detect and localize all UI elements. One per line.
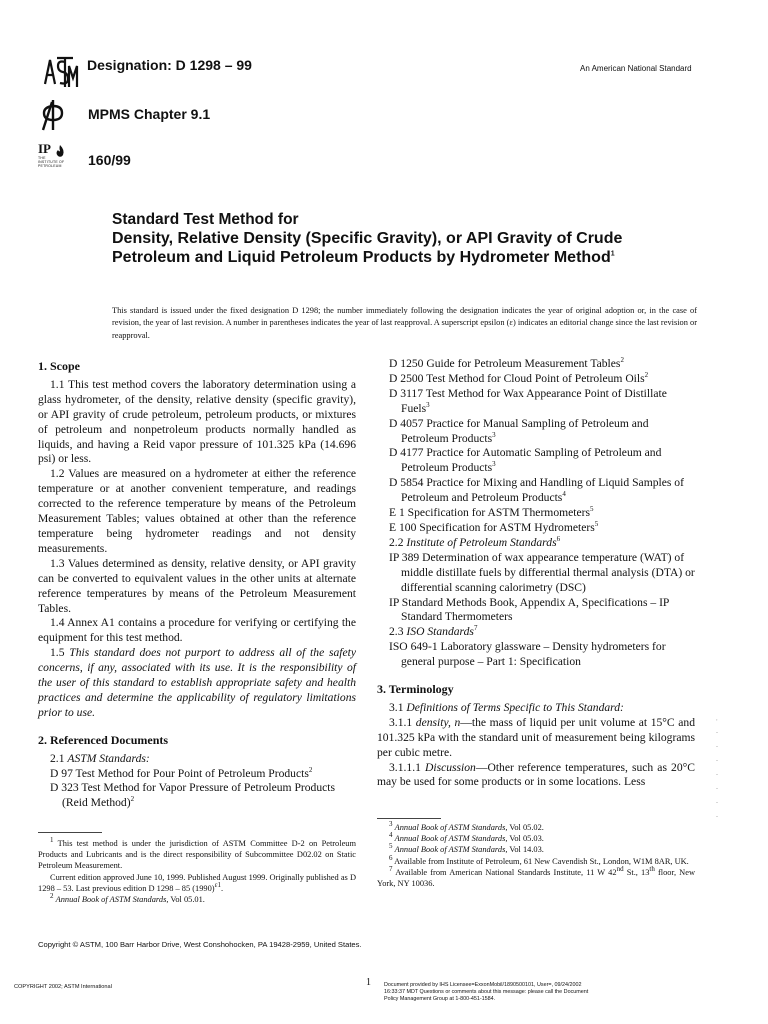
ip-standards-num: 2.2 xyxy=(389,535,404,549)
term-3-1-1-1-num: 3.1.1.1 xyxy=(389,760,421,774)
footnote-2-mark: 2 xyxy=(50,892,54,901)
footnote-7 xyxy=(377,867,695,889)
copyright-ihs: COPYRIGHT 2002; ASTM International xyxy=(14,984,112,990)
footnote-7-sup-2: th xyxy=(649,865,655,874)
ref-d4177 xyxy=(389,446,695,476)
term-discussion: Discussion xyxy=(424,760,476,774)
ref-e100-text: E 100 Specification for ASTM Hydrometers xyxy=(389,520,595,534)
ref-d4057-text: D 4057 Practice for Manual Sampling of Petroleum and Petroleum Products xyxy=(389,416,649,445)
footnote-rule-left xyxy=(38,832,102,833)
ref-d97-sup: 2 xyxy=(308,765,313,774)
term-density: density, n xyxy=(415,715,461,729)
margin-mark: - xyxy=(716,814,718,820)
right-column xyxy=(377,357,695,790)
scope-1-5-num: 1.5 xyxy=(50,646,65,660)
footnote-5-text: Annual Book of ASTM Standards xyxy=(394,845,506,855)
ref-d97-text: D 97 Test Method for Pour Point of Petroleum Products xyxy=(50,766,309,780)
footnote-7-sup-1: nd xyxy=(616,865,624,874)
scope-1-4: 1.4 Annex A1 contains a procedure for verifying or certifying the equipment for this test method. xyxy=(38,616,356,645)
footnote-1b xyxy=(38,872,356,894)
term-3-1-1-text: —the mass of liquid per unit volume at 15°C and 101.325 kPa with the standard unit of measurement being kilograms per cubic metre. xyxy=(377,715,696,759)
astm-standards-num: 2.1 xyxy=(50,751,65,765)
ip-standards-label xyxy=(389,536,695,551)
copyright-line: Copyright © ASTM, 100 Barr Harbor Drive, West Conshohocken, PA 19428-2959, United States. xyxy=(38,940,362,949)
designation: Designation: D 1298 – 99 xyxy=(87,57,252,73)
iso-standards-sup: 7 xyxy=(473,624,478,633)
footnote-3-end: , Vol 05.02. xyxy=(505,823,544,832)
footnote-6 xyxy=(377,853,695,867)
left-column xyxy=(38,359,356,811)
footnote-5 xyxy=(377,844,695,855)
margin-mark: - xyxy=(716,758,718,764)
footnote-1b-end: . xyxy=(221,883,224,893)
title-main: Density, Relative Density (Specific Gravity), or API Gravity of Crude Petroleum and Liquid Petroleum Products by Hydrometer Method xyxy=(112,230,623,266)
footnote-3 xyxy=(377,822,695,833)
term-3-1-1-1 xyxy=(377,761,695,791)
term-3-1-1-1-text: —Other reference temperatures, such as 20°C may be used for some products or in some locations. Less xyxy=(377,760,695,789)
footnote-7-mark: 7 xyxy=(389,865,393,874)
footnote-1-text: This test method is under the jurisdiction of ASTM Committee D-2 on Petroleum Products and Lubricants and is the direct responsibility of Subcommittee D02.02 on Static Petroleum Measurement. xyxy=(38,839,356,871)
title-line-2 xyxy=(112,229,632,267)
ref-ip-book: IP Standard Methods Book, Appendix A, Specifications – IP Standard Thermometers xyxy=(389,595,669,624)
title-line-1: Standard Test Method for xyxy=(112,211,299,228)
footnote-6-text: Available from Institute of Petroleum, 61 New Cavendish St., London, W1M 8AR, UK. xyxy=(394,856,689,866)
page-number: 1 xyxy=(366,977,371,988)
footnote-7-text-c: floor, New York, NY 10036. xyxy=(377,867,695,889)
ref-d2500-sup: 2 xyxy=(644,371,649,380)
margin-mark: - xyxy=(716,730,718,736)
ref-d1250-text: D 1250 Guide for Petroleum Measurement Tables xyxy=(389,357,621,370)
footnote-7-text-b: St., 13 xyxy=(623,867,650,877)
footnote-2 xyxy=(38,894,356,905)
footnote-7-text-a: Available from American National Standards Institute, 11 W 42 xyxy=(395,867,617,877)
astm-standards-text: ASTM Standards: xyxy=(67,751,150,765)
footnote-5-mark: 5 xyxy=(389,842,393,851)
scope-heading: 1. Scope xyxy=(38,359,80,373)
ref-e1-text: E 1 Specification for ASTM Thermometers xyxy=(389,506,591,520)
ref-d323 xyxy=(50,781,356,811)
ref-d4177-text: D 4177 Practice for Automatic Sampling of Petroleum and Petroleum Products xyxy=(389,446,662,475)
provided-line-2: 16:33:37 MDT Questions or comments about this message: please call the Document xyxy=(384,989,589,996)
footnotes-right xyxy=(377,822,695,889)
mpms-chapter: MPMS Chapter 9.1 xyxy=(88,106,211,122)
ref-d323-sup: 2 xyxy=(130,795,135,804)
ref-d323-text: D 323 Test Method for Vapor Pressure of Petroleum Products (Reid Method) xyxy=(50,781,336,810)
footnote-5-end: , Vol 14.03. xyxy=(505,845,544,855)
footnote-4-end: , Vol 05.03. xyxy=(505,834,544,844)
ref-iso649: ISO 649-1 Laboratory glassware – Density hydrometers for general purpose – Part 1: Specification xyxy=(389,640,666,669)
footnote-6-mark: 6 xyxy=(389,853,393,862)
ref-d3117-sup: 3 xyxy=(426,400,430,409)
american-national-standard: An American National Standard xyxy=(580,64,692,73)
footnote-1 xyxy=(38,838,356,872)
ref-d4057-sup: 3 xyxy=(492,430,496,439)
footnotes-left xyxy=(38,838,356,905)
margin-mark: - xyxy=(716,786,718,792)
astm-standards-label xyxy=(50,752,356,767)
ip-logo-subtext: THE INSTITUTE OF PETROLEUM xyxy=(38,156,65,168)
term-3-1-num: 3.1 xyxy=(389,700,404,714)
footnote-4-mark: 4 xyxy=(389,831,393,840)
iso-standards-label xyxy=(389,625,695,640)
ref-d2500-text: D 2500 Test Method for Cloud Point of Petroleum Oils xyxy=(389,371,645,385)
footnote-3-text: Annual Book of ASTM Standards xyxy=(394,823,506,832)
margin-mark: - xyxy=(716,800,718,806)
term-3-1 xyxy=(389,701,695,716)
term-3-1-text: Definitions of Terms Specific to This Standard: xyxy=(406,700,624,714)
ref-ip389: IP 389 Determination of wax appearance temperature (WAT) of middle distillate fuels by differential thermal analysis (DTA) or differential scanning calorimetry (DSC) xyxy=(389,550,695,594)
footnote-1b-text: Current edition approved June 10, 1999. Published August 1999. Originally published as D 1298 – 53. Last previous edition D 1298 – 85 (1990) xyxy=(38,872,356,893)
footnote-4 xyxy=(377,833,695,844)
ref-d1250 xyxy=(389,357,695,372)
margin-mark: - xyxy=(716,772,718,778)
footnote-4-text: Annual Book of ASTM Standards xyxy=(394,834,506,844)
scope-1-2: 1.2 Values are measured on a hydrometer at either the reference temperature or at another convenient temperature, and readings corrected to the reference temperature by means of the Petroleum Measurement Tables; values obtained at other than the reference temperature being hydrometer readings and not density measurements. xyxy=(38,467,356,555)
footnote-3-mark: 3 xyxy=(389,820,393,829)
ip-standards-sup: 6 xyxy=(556,535,561,544)
ref-e100-sup: 5 xyxy=(594,520,599,529)
scope-1-1: 1.1 This test method covers the laboratory determination using a glass hydrometer, of the density, relative density (specific gravity), or API gravity of crude petroleum, petroleum products, or mixtures of petroleum and nonpetroleum products normally handled as liquids, and having a Reid vapor pressure of 101.325 kPa (14.696 psi) or less. xyxy=(38,377,356,466)
term-3-1-1-num: 3.1.1 xyxy=(389,715,413,729)
footnote-1-mark: 1 xyxy=(50,836,54,845)
scope-1-3: 1.3 Values determined as density, relative density, or API gravity can be converted to equivalent values in the other units at alternate reference temperatures by means of the Petroleum Measurement Tables. xyxy=(38,556,356,615)
title-footnote-mark: 1 xyxy=(610,250,615,258)
api-logo xyxy=(40,98,64,132)
refdocs-heading: 2. Referenced Documents xyxy=(38,732,169,747)
ref-d4057 xyxy=(389,417,695,447)
margin-mark: , xyxy=(716,716,718,722)
ref-d5854 xyxy=(389,476,695,506)
ref-d5854-sup: 4 xyxy=(562,490,566,499)
document-title xyxy=(112,210,632,267)
footnote-2-text: Annual Book of ASTM Standards xyxy=(55,895,167,905)
scope-1-5 xyxy=(38,646,356,721)
ref-e1-sup: 5 xyxy=(590,505,594,514)
intro-paragraph: This standard is issued under the fixed designation D 1298; the number immediately following the designation indicates the year of original adoption or, in the case of revision, the year of last revision. A number in parentheses indicates the year of last reapproval. A superscript epsilon (ε) indicates an editorial change since the last revision or reapproval. xyxy=(112,306,697,340)
ref-d4177-sup: 3 xyxy=(492,460,496,469)
terminology-heading: 3. Terminology xyxy=(377,682,454,697)
ref-d3117 xyxy=(389,387,695,417)
ip-standards-text: Institute of Petroleum Standards xyxy=(406,535,557,549)
ref-d3117-text: D 3117 Test Method for Wax Appearance Point of Distillate Fuels xyxy=(389,386,667,415)
margin-marks xyxy=(716,712,718,824)
astm-logo xyxy=(39,54,79,90)
term-3-1-1 xyxy=(377,716,695,761)
margin-mark: - xyxy=(716,744,718,750)
ref-d5854-text: D 5854 Practice for Mixing and Handling of Liquid Samples of Petroleum and Petroleum Products xyxy=(389,476,684,505)
ip-logo-text: IP xyxy=(38,141,51,156)
ref-d1250-sup: 2 xyxy=(620,356,624,365)
footnote-rule-right xyxy=(377,818,441,819)
ref-d2500 xyxy=(389,372,695,387)
footnote-1b-sup: ε1 xyxy=(214,881,222,890)
ref-d97 xyxy=(50,767,356,782)
ref-e1 xyxy=(389,506,695,521)
ref-e100 xyxy=(389,521,695,536)
provided-line-1: Document provided by IHS Licensee=ExxonMobil/1890500101, User=, 09/24/2002 xyxy=(384,982,582,988)
footnote-2-end: , Vol 05.01. xyxy=(166,895,205,905)
iso-standards-num: 2.3 xyxy=(389,625,404,639)
ip-number: 160/99 xyxy=(88,152,131,168)
ip-flame-icon xyxy=(54,144,66,158)
scope-1-5-text: This standard does not purport to address all of the safety concerns, if any, associated with its use. It is the responsibility of the user of this standard to establish appropriate safety and health practices and determine the applicability of regulatory limitations prior to use. xyxy=(38,646,356,719)
iso-standards-text: ISO Standards xyxy=(406,625,474,639)
provided-by-notice xyxy=(384,982,644,1004)
provided-line-3: Policy Management Group at 1-800-451-1584. xyxy=(384,996,496,1003)
